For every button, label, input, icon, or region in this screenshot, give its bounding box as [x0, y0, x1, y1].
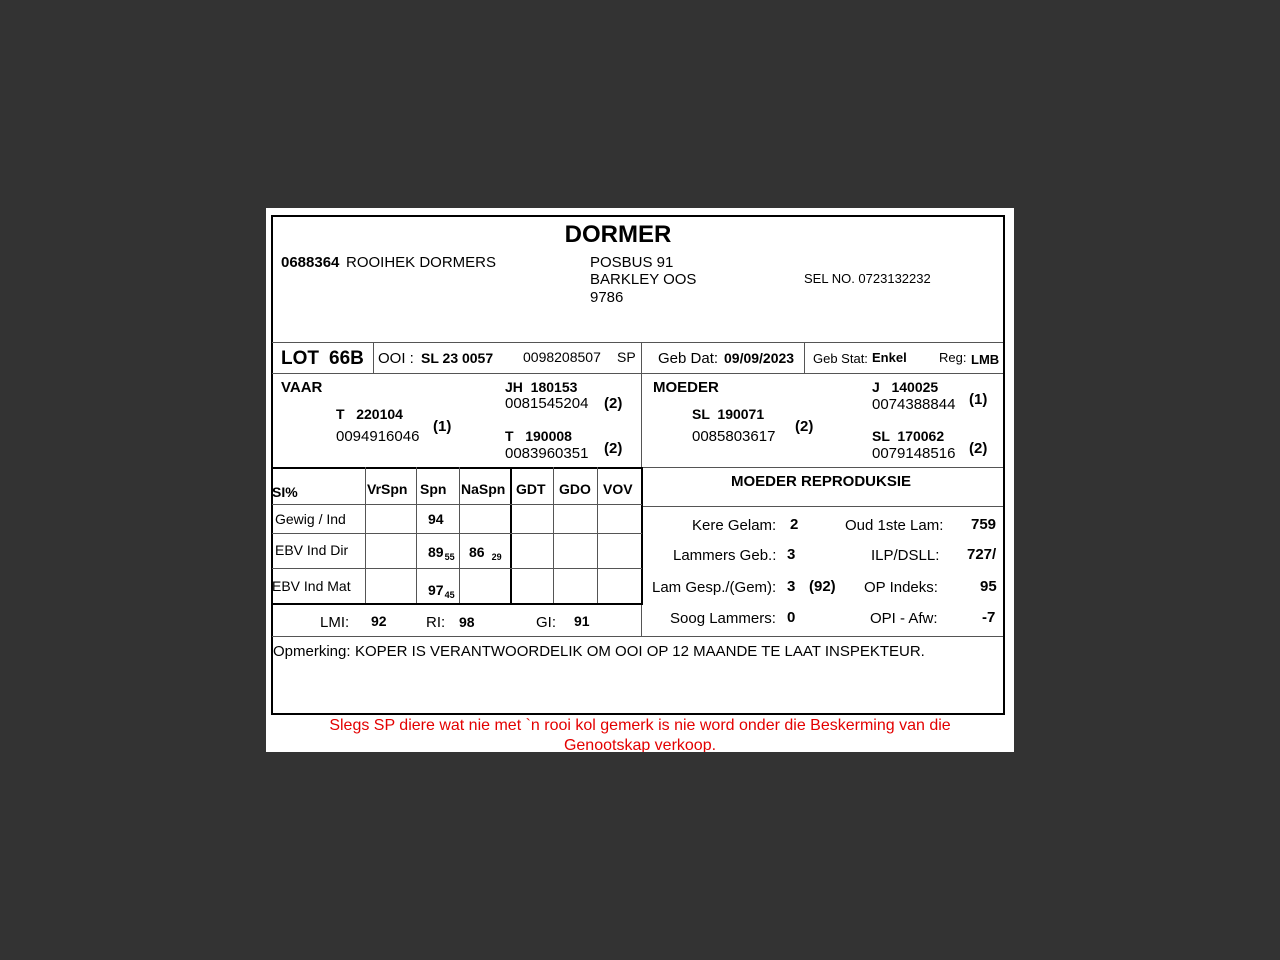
dam-sire-grade: (1) [969, 391, 988, 408]
ilp-dsll-value: 727/ [967, 546, 997, 563]
sire-sire-grade: (2) [604, 395, 623, 412]
dam-sire-registration: 0074388844 [872, 396, 956, 413]
ooi-id: SL 23 0057 [421, 350, 494, 366]
sire-sire-id: JH 180153 [505, 379, 578, 395]
divider [641, 506, 1003, 507]
spn-value [428, 544, 455, 566]
lmi-value: 92 [371, 613, 387, 629]
phone-number: SEL NO. 0723132232 [804, 271, 931, 286]
lambs-born-label: Lammers Geb.: [673, 547, 777, 564]
lambs-weaned-label: Lam Gesp./(Gem): [652, 579, 777, 596]
dam-id: SL 190071 [692, 406, 765, 422]
spn-value [428, 582, 455, 604]
age-first-lamb-label: Oud 1ste Lam: [845, 517, 944, 534]
divider [804, 342, 805, 373]
ooi-label: OOI : [378, 350, 414, 367]
col-header-vov: VOV [603, 481, 633, 497]
ri-value: 98 [459, 614, 475, 630]
times-lambed-label: Kere Gelam: [692, 517, 777, 534]
remark-label: Opmerking: [273, 643, 351, 660]
sire-sire-registration: 0081545204 [505, 395, 589, 412]
divider [373, 342, 374, 373]
birth-date: 09/09/2023 [724, 350, 795, 366]
naspn-value [469, 544, 502, 566]
col-header-si: SI% [272, 484, 298, 500]
address-line-2: BARKLEY OOS [590, 271, 697, 288]
sire-id: T 220104 [336, 406, 403, 422]
dam-dam-id: SL 170062 [872, 428, 945, 444]
opi-deviation-value: -7 [982, 609, 996, 626]
dam-registration: 0085803617 [692, 428, 776, 445]
sire-dam-registration: 0083960351 [505, 445, 589, 462]
lot-label: LOT [281, 348, 319, 369]
sire-label: VAAR [281, 379, 323, 396]
dam-grade: (2) [795, 418, 814, 435]
row-label: Gewig / Ind [275, 511, 346, 527]
address-line-1: POSBUS 91 [590, 254, 674, 271]
sire-dam-grade: (2) [604, 440, 623, 457]
spn-accuracy: 45 [444, 590, 455, 600]
birth-status: Enkel [872, 350, 907, 365]
ilp-dsll-label: ILP/DSLL: [871, 547, 940, 564]
gi-label: GI: [536, 614, 557, 631]
dam-sire-id: J 140025 [872, 379, 939, 395]
suckled-lambs-value: 0 [787, 609, 796, 626]
spn-value: 94 [428, 511, 444, 527]
sire-registration: 0094916046 [336, 428, 420, 445]
birth-status-label: Geb Stat: [813, 351, 868, 366]
col-header-gdt: GDT [516, 481, 546, 497]
col-header-vrspn: VrSpn [367, 481, 408, 497]
sire-grade: (1) [433, 418, 452, 435]
col-header-naspn: NaSpn [461, 481, 506, 497]
col-header-spn: Spn [420, 481, 447, 497]
sale-card [266, 208, 1014, 752]
reproduction-title: MOEDER REPRODUKSIE [731, 473, 912, 490]
spn-number: 89 [428, 544, 444, 560]
address-line-3: 9786 [590, 289, 624, 306]
lambs-weaned-value: 3 [787, 578, 796, 595]
breeder-name: ROOIHEK DORMERS [346, 254, 497, 271]
naspn-number: 86 [469, 544, 485, 560]
naspn-accuracy: 29 [491, 552, 502, 562]
sire-dam-id: T 190008 [505, 428, 572, 444]
lmi-label: LMI: [320, 614, 350, 631]
protection-notice-continued: Genootskap verkoop. [563, 737, 717, 752]
divider [272, 636, 1003, 637]
spn-number: 97 [428, 582, 444, 598]
spn-accuracy: 55 [444, 552, 455, 562]
divider [641, 467, 1003, 468]
reg-label: Reg: [939, 350, 967, 365]
op-index-value: 95 [980, 578, 997, 595]
ooi-registration: 0098208507 [523, 349, 601, 365]
remark-text: KOPER IS VERANTWOORDELIK OM OOI OP 12 MAANDE TE LAAT INSPEKTEUR. [355, 643, 925, 660]
lambs-weaned-avg: (92) [809, 578, 836, 595]
opi-deviation-label: OPI - Afw: [870, 610, 938, 627]
row-label: EBV Ind Dir [275, 542, 349, 558]
col-header-gdo: GDO [559, 481, 591, 497]
lot-number: 66B [329, 348, 364, 369]
divider [272, 373, 1003, 374]
dam-label: MOEDER [653, 379, 719, 396]
birth-date-label: Geb Dat: [658, 350, 719, 367]
op-index-label: OP Indeks: [864, 579, 938, 596]
dam-dam-registration: 0079148516 [872, 445, 956, 462]
divider [272, 342, 1003, 343]
breed-title: DORMER [564, 221, 672, 248]
protection-notice: Slegs SP diere wat nie met `n rooi kol gemerk is nie word onder die Beskerming van die [329, 717, 951, 734]
age-first-lamb-value: 759 [971, 516, 997, 533]
breeder-number: 0688364 [281, 254, 340, 271]
row-label: EBV Ind Mat [272, 578, 351, 594]
suckled-lambs-label: Soog Lammers: [670, 610, 776, 627]
ri-label: RI: [426, 614, 446, 631]
ooi-class: SP [617, 349, 636, 365]
dam-dam-grade: (2) [969, 440, 988, 457]
reg-value: LMB [971, 352, 1000, 367]
card-frame [271, 215, 1005, 715]
gi-value: 91 [574, 613, 590, 629]
lambs-born-value: 3 [787, 546, 796, 563]
times-lambed-value: 2 [790, 516, 799, 533]
